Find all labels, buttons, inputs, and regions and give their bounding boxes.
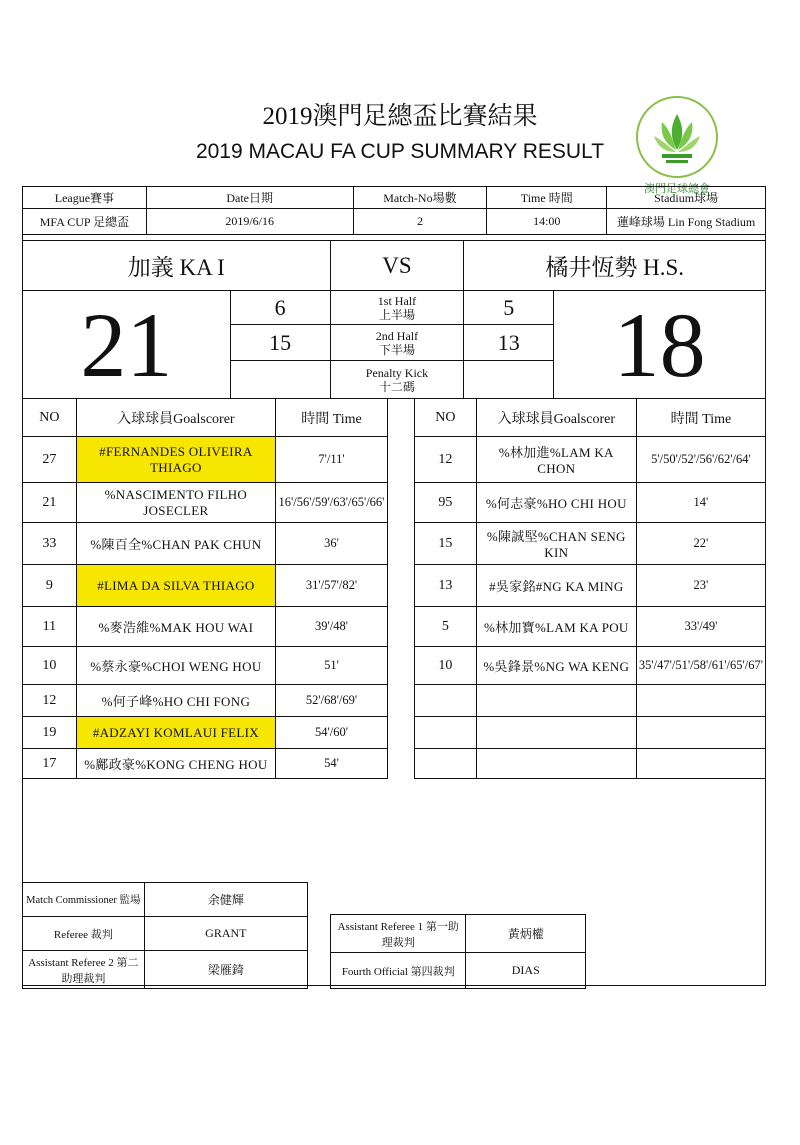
home-scorer-no: 17 <box>23 749 77 779</box>
home-scorer-row <box>23 685 388 717</box>
away-total-score: 18 <box>554 291 766 399</box>
away-scorer-row <box>415 647 766 685</box>
away-scorer-no: 5 <box>415 607 477 647</box>
ar1-value: 黃炳權 <box>466 915 586 953</box>
home-scorer-name: %陳百全%CHAN PAK CHUN <box>76 523 275 565</box>
officials-left-table <box>22 882 308 989</box>
versus-label: VS <box>330 241 464 291</box>
away-scorer-no: 12 <box>415 437 477 483</box>
away-scorer-name: %吳鋒景%NG WA KENG <box>476 647 636 685</box>
away-second-half-score: 13 <box>464 325 554 361</box>
home-scorer-no: 21 <box>23 483 77 523</box>
away-scorer-no: 13 <box>415 565 477 607</box>
macau-fa-logo <box>632 92 722 182</box>
first-half-label-en: 1st Half <box>377 293 417 308</box>
away-scorer-no: 10 <box>415 647 477 685</box>
second-half-label-cn: 下半場 <box>378 342 415 357</box>
home-header-no: NO <box>23 399 77 437</box>
away-penalty-score <box>464 361 554 399</box>
away-scorer-name: #吳家銘#NG KA MING <box>476 565 636 607</box>
header-match-no: Match-No場數 <box>353 187 487 209</box>
away-scorer-row <box>415 685 766 717</box>
away-scorer-no <box>415 717 477 749</box>
home-scorer-no: 10 <box>23 647 77 685</box>
league-value: MFA CUP 足總盃 <box>23 209 147 235</box>
penalty-label-cn: 十二碼 <box>378 379 415 394</box>
away-scorer-name: %林加寶%LAM KA POU <box>476 607 636 647</box>
away-scorer-time <box>636 685 765 717</box>
away-scorer-row <box>415 749 766 779</box>
away-scorer-no: 15 <box>415 523 477 565</box>
away-scorer-name: %林加進%LAM KA CHON <box>476 437 636 483</box>
home-scorer-name: %蔡永豪%CHOI WENG HOU <box>76 647 275 685</box>
away-header-no: NO <box>415 399 477 437</box>
home-scorer-row <box>23 483 388 523</box>
fourth-official-value: DIAS <box>466 953 586 989</box>
home-scorers-table <box>22 398 388 779</box>
home-scorer-no: 9 <box>23 565 77 607</box>
home-penalty-score <box>230 361 330 399</box>
officials-right-table <box>330 914 586 989</box>
second-half-label-en: 2nd Half <box>375 328 419 343</box>
second-half-label <box>330 325 464 361</box>
away-scorer-time: 5'/50'/52'/56'/62'/64' <box>636 437 765 483</box>
away-scorer-time: 22' <box>636 523 765 565</box>
home-scorer-no: 11 <box>23 607 77 647</box>
home-first-half-score: 6 <box>230 291 330 325</box>
away-scorer-name <box>476 685 636 717</box>
home-scorer-name: #FERNANDES OLIVEIRA THIAGO <box>76 437 275 483</box>
home-scorer-name: %NASCIMENTO FILHO JOSECLER <box>76 483 275 523</box>
away-scorer-no: 95 <box>415 483 477 523</box>
home-scorer-time: 54'/60' <box>276 717 388 749</box>
penalty-label <box>330 361 464 399</box>
away-scorer-row <box>415 565 766 607</box>
ar2-label: Assistant Referee 2 第二助理裁判 <box>23 951 145 989</box>
home-scorer-row <box>23 437 388 483</box>
home-scorer-time: 52'/68'/69' <box>276 685 388 717</box>
away-scorer-row <box>415 437 766 483</box>
header-date: Date日期 <box>146 187 353 209</box>
home-scorer-row <box>23 749 388 779</box>
penalty-label-en: Penalty Kick <box>365 365 429 380</box>
home-scorer-name: %鄺政豪%KONG CHENG HOU <box>76 749 275 779</box>
away-scorer-row <box>415 523 766 565</box>
home-scorer-row <box>23 717 388 749</box>
home-scorer-time: 39'/48' <box>276 607 388 647</box>
home-total-score: 21 <box>23 291 231 399</box>
away-scorer-no <box>415 685 477 717</box>
home-scorer-time: 51' <box>276 647 388 685</box>
commissioner-label: Match Commissioner 監場 <box>23 883 145 917</box>
home-scorer-row <box>23 565 388 607</box>
away-header-scorer: 入球球員Goalscorer <box>476 399 636 437</box>
score-table <box>22 290 766 399</box>
teams-table <box>22 240 766 291</box>
away-scorer-name <box>476 749 636 779</box>
match-info-table <box>22 186 766 235</box>
home-scorer-no: 33 <box>23 523 77 565</box>
home-scorer-row <box>23 607 388 647</box>
away-team-name: 橘井恆勢 H.S. <box>464 241 766 291</box>
referee-value: GRANT <box>144 917 307 951</box>
logo-caption: 澳門足球總會 <box>644 183 710 195</box>
away-scorer-name <box>476 717 636 749</box>
away-scorer-row <box>415 717 766 749</box>
away-scorer-time <box>636 749 765 779</box>
home-scorer-no: 12 <box>23 685 77 717</box>
header-stadium: Stadium球場 <box>607 187 766 209</box>
away-header-time: 時間 Time <box>636 399 765 437</box>
home-scorer-time: 31'/57'/82' <box>276 565 388 607</box>
away-first-half-score: 5 <box>464 291 554 325</box>
home-scorer-no: 27 <box>23 437 77 483</box>
header-league: League賽事 <box>23 187 147 209</box>
ar1-label: Assistant Referee 1 第一助理裁判 <box>331 915 466 953</box>
time-value: 14:00 <box>487 209 607 235</box>
home-scorer-name: #LIMA DA SILVA THIAGO <box>76 565 275 607</box>
home-scorer-row <box>23 523 388 565</box>
away-scorer-time: 14' <box>636 483 765 523</box>
away-scorer-name: %陳誠堅%CHAN SENG KIN <box>476 523 636 565</box>
away-scorer-time: 35'/47'/51'/58'/61'/65'/67' <box>636 647 765 685</box>
first-half-label <box>330 291 464 325</box>
home-scorer-name: #ADZAYI KOMLAUI FELIX <box>76 717 275 749</box>
referee-label: Referee 裁判 <box>23 917 145 951</box>
stadium-value: 蓮峰球場 Lin Fong Stadium <box>607 209 766 235</box>
home-scorer-time: 7'/11' <box>276 437 388 483</box>
home-team-name: 加義 KA I <box>23 241 331 291</box>
away-scorer-time: 23' <box>636 565 765 607</box>
away-scorer-row <box>415 483 766 523</box>
away-scorer-row <box>415 607 766 647</box>
away-scorer-time <box>636 717 765 749</box>
title-chinese: 2019澳門足總盃比賽結果 <box>262 103 538 130</box>
home-header-time: 時間 Time <box>276 399 388 437</box>
header-time: Time 時間 <box>487 187 607 209</box>
home-scorer-no: 19 <box>23 717 77 749</box>
away-scorer-name: %何志豪%HO CHI HOU <box>476 483 636 523</box>
home-scorer-time: 36' <box>276 523 388 565</box>
match-no-value: 2 <box>353 209 487 235</box>
home-header-scorer: 入球球員Goalscorer <box>76 399 275 437</box>
first-half-label-cn: 上半場 <box>378 307 415 322</box>
away-scorer-no <box>415 749 477 779</box>
home-second-half-score: 15 <box>230 325 330 361</box>
home-scorer-row <box>23 647 388 685</box>
fourth-official-label: Fourth Official 第四裁判 <box>331 953 466 989</box>
home-scorer-name: %麥浩維%MAK HOU WAI <box>76 607 275 647</box>
away-scorer-time: 33'/49' <box>636 607 765 647</box>
title-english: 2019 MACAU FA CUP SUMMARY RESULT <box>195 140 605 163</box>
commissioner-value: 余健輝 <box>144 883 307 917</box>
home-scorer-name: %何子峰%HO CHI FONG <box>76 685 275 717</box>
ar2-value: 梁雁錡 <box>144 951 307 989</box>
home-scorer-time: 54' <box>276 749 388 779</box>
date-value: 2019/6/16 <box>146 209 353 235</box>
away-scorers-table <box>414 398 766 779</box>
home-scorer-time: 16'/56'/59'/63'/65'/66' <box>276 483 388 523</box>
